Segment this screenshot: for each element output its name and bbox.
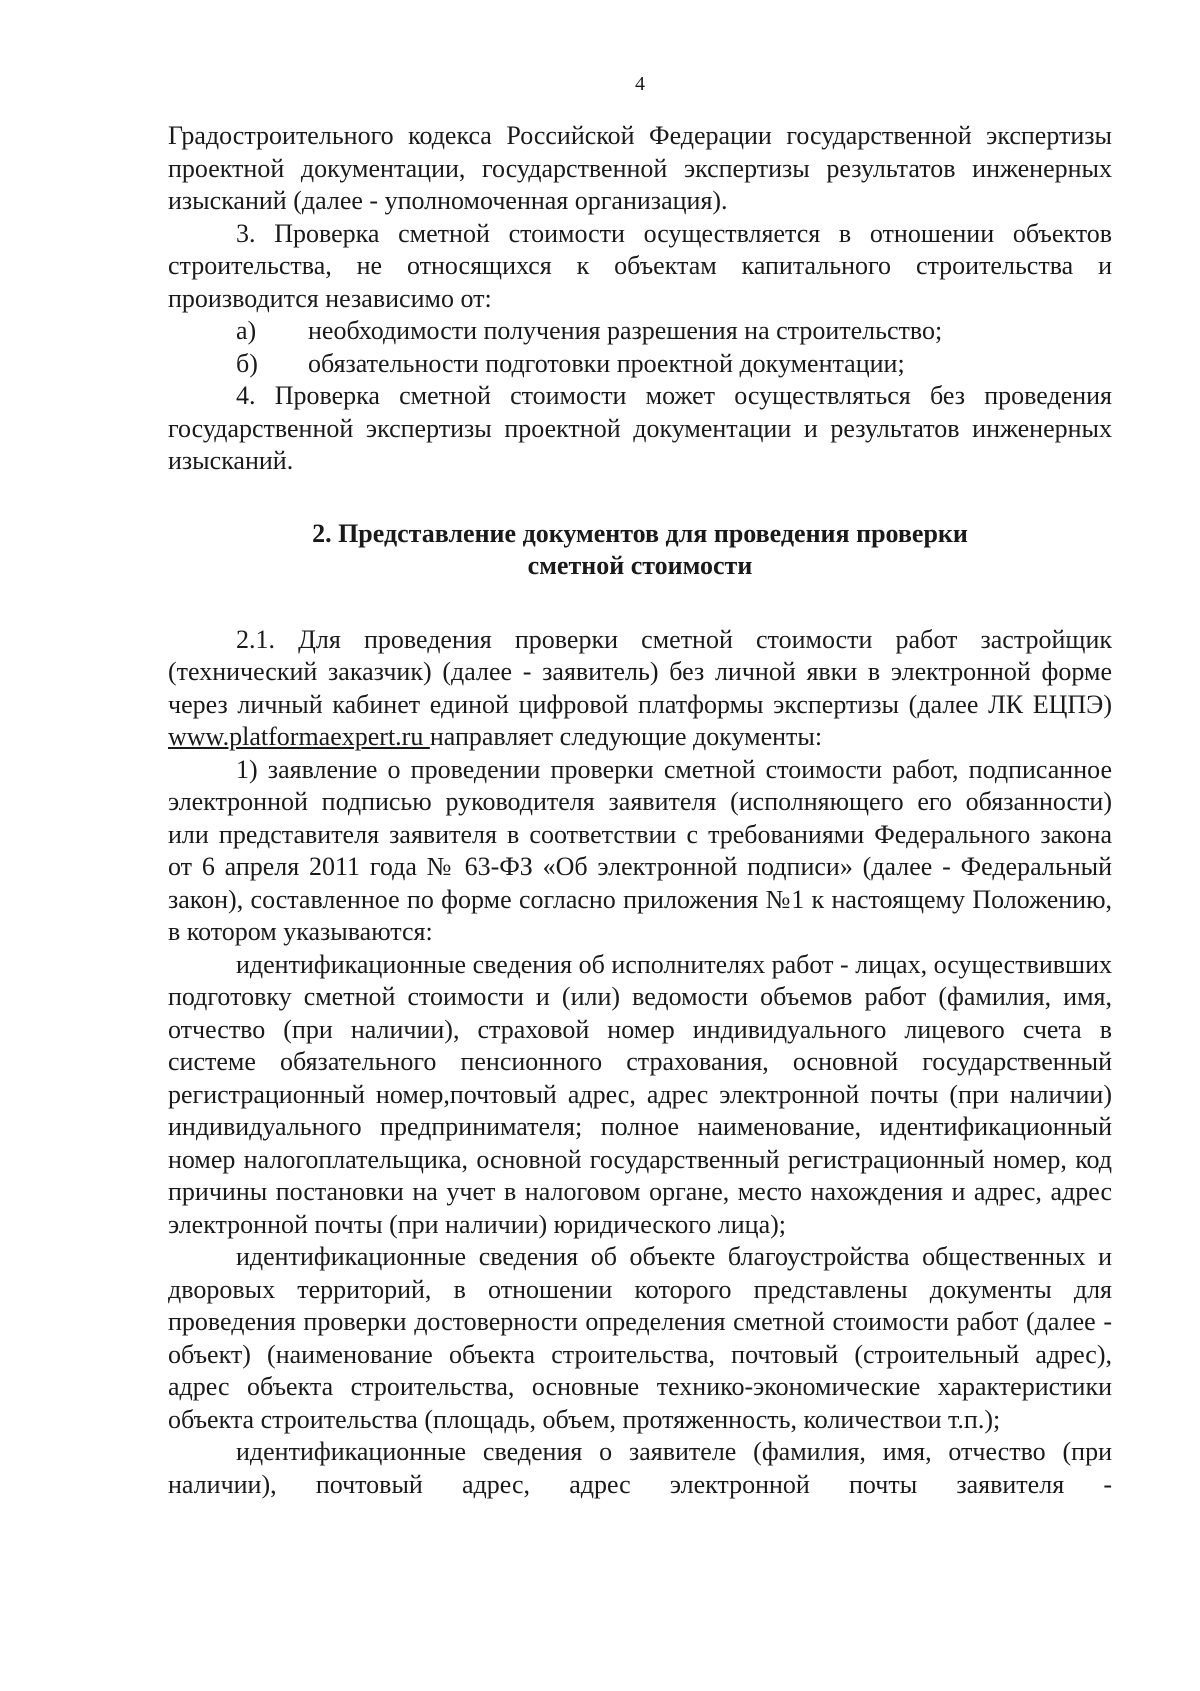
sub-item-object: идентификационные сведения об объекте благоустройства общественных и дворовых территорий, в отношении которого представлены документы для проведения проверки достоверности определения сметной стоимости работ (далее - объект) (наименование объекта строительства, почтовый (строительный адрес), адрес объекта строительства, основные технико-экономические характеристики объекта строительства (площадь, объем, протяженность, количествои т.п.); (168, 1242, 1112, 1434)
item-1-application: 1) заявление о проведении проверки сметной стоимости работ, подписанное электронной подписью руководителя заявителя (исполняющего его обязанности) или представителя заявителя в соответствии с требованиями Федерального закона от 6 апреля 2011 года № 63-ФЗ «Об электронной подписи» (далее - Федеральный закон), составленное по форме согласно приложения №1 к настоящему Положению, в котором указываются: (168, 754, 1112, 946)
paragraph-2-1-tail: направляет следующие документы: (429, 722, 823, 751)
document-page (168, 72, 1112, 1501)
sub-item-applicant: идентификационные сведения о заявителе (фамилия, имя, отчество (при наличии), почтовый адрес, адрес электронной почты заявителя - (168, 1437, 1112, 1499)
page-number: 4 (635, 73, 645, 95)
section-heading-line-2: сметной стоимости (527, 550, 753, 580)
paragraph-2-1 (168, 624, 1112, 754)
list-item-a (168, 315, 1112, 348)
intro-paragraph: Градостроительного кодекса Российской Федерации государственной экспертизы проектной документации, государственной экспертизы результатов инженерных изысканий (далее - уполномоченная организация). (168, 121, 1112, 215)
sub-item-executors: идентификационные сведения об исполнителях работ - лицах, осуществивших подготовку сметной стоимости и (или) ведомости объемов работ (фамилия, имя, отчество (при наличии), страховой номер индивидуального лицевого счета в системе обязательного пенсионного страхования, основной государственный регистрационный номер,почтовый адрес, адрес электронной почты (при наличии) индивидуального предпринимателя; полное наименование, идентификационный номер налогоплательщика, основной государственный регистрационный номер, код причины постановки на учет в налоговом органе, место нахождения и адрес, адрес электронной почты (при наличии) юридического лица); (168, 949, 1112, 1239)
section-heading (168, 518, 1112, 582)
paragraph-2-1-text: 2.1. Для проведения проверки сметной стоимости работ застройщик (технический заказчик) (далее - заявитель) без личной явки в электронной форме через личный кабинет единой цифровой платформы экспертизы (далее ЛК ЕЦПЭ) (168, 624, 1112, 719)
platform-link[interactable]: www.platformaexpert.ru (168, 722, 430, 751)
list-text: обязательности подготовки проектной документации; (308, 348, 905, 378)
list-item-b (168, 348, 1112, 381)
list-text: необходимости получения разрешения на строительство; (308, 316, 943, 345)
list-marker: б) (236, 348, 258, 378)
section-heading-line-1: 2. Представление документов для проведения проверки (312, 518, 968, 548)
list-marker: а) (236, 316, 257, 345)
paragraph-4: 4. Проверка сметной стоимости может осуществляться без проведения государственной экспертизы проектной документации и результатов инженерных изысканий. (168, 381, 1112, 475)
paragraph-3: 3. Проверка сметной стоимости осуществляется в отношении объектов строительства, не относящихся к объектам капитального строительства и производится независимо от: (168, 218, 1112, 313)
